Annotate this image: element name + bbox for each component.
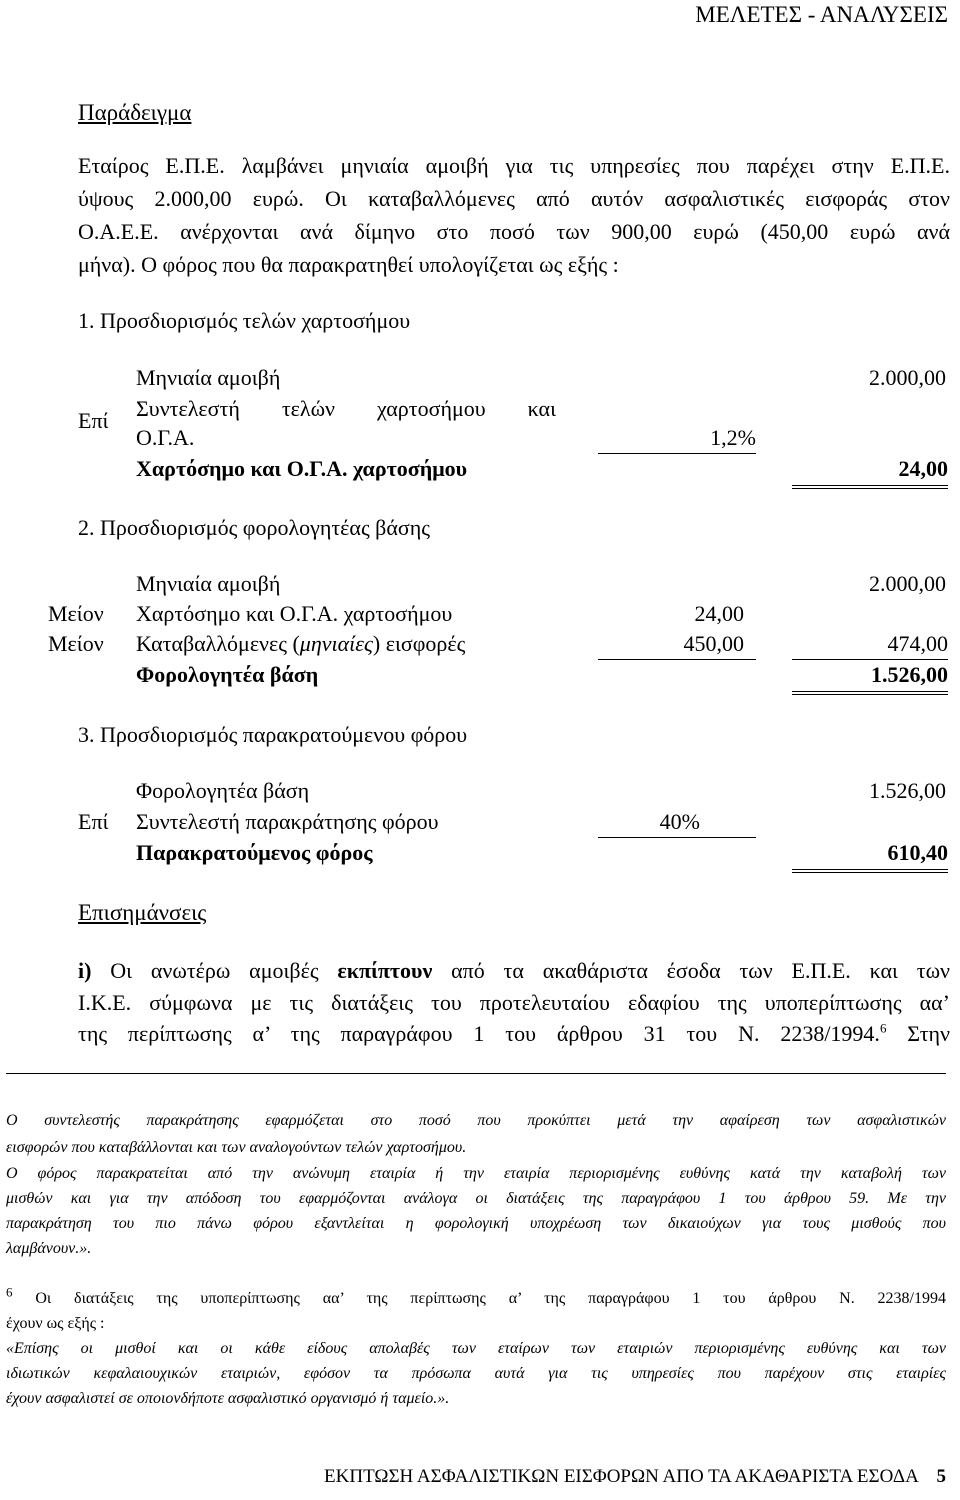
s2-row3-value: 474,00 [792, 631, 948, 660]
running-header: ΜΕΛΕΤΕΣ - ΑΝΑΛΥΣΕΙΣ [695, 2, 948, 27]
s2-row2-label: Χαρτόσημο και Ο.Γ.Α. χαρτοσήμου [136, 601, 453, 626]
s2-row2-op: Μείον [48, 601, 104, 626]
fn-cont-line-5: παρακράτηση του πιο πάνω φόρου εξαντλείται η φορολογική υποχρέωση των δικαιούχων για τους μισθούς που [6, 1215, 946, 1232]
s1-row1-value: 2.000,00 [869, 365, 946, 390]
section1-title: 1. Προσδιορισμός τελών χαρτοσήμου [78, 308, 411, 333]
intro-line-3-text: Ο.Α.Ε.Ε. ανέρχονται ανά δίμηνο στο ποσό των 900,00 ευρώ (450,00 ευρώ ανά [78, 219, 950, 244]
s1-row1-label: Μηνιαία αμοιβή [136, 365, 281, 390]
notes-line-2: Ι.Κ.Ε. σύμφωνα με τις διατάξεις του προτελευταίου εδαφίου της υποπερίπτωσης αα’ [78, 990, 950, 1015]
s2-row3-op: Μείον [48, 631, 104, 656]
notes-heading: Επισημάνσεις [78, 900, 207, 925]
s2-row3-label [136, 631, 465, 657]
s1-result-value: 24,00 [792, 456, 948, 489]
fn6-line-2: έχουν ως εξής : [6, 1315, 105, 1332]
notes-line3-sup: 6 [879, 1020, 887, 1036]
notes-line1-bold: εκπίπτουν [337, 958, 433, 983]
footnote-separator [6, 1073, 946, 1074]
s3-row2-label: Συντελεστή παρακράτησης φόρου [136, 809, 439, 834]
s3-row1-value: 1.526,00 [869, 778, 946, 803]
notes-line-3 [78, 1021, 950, 1047]
footer-title: ΕΚΠΤΩΣΗ ΑΣΦΑΛΙΣΤΙΚΩΝ ΕΙΣΦΟΡΩΝ ΑΠΟ ΤΑ ΑΚΑΘΑΡΙΣΤΑ ΕΣΟΔΑ [324, 1466, 918, 1487]
s3-row2-rate-text: 40% [659, 809, 700, 834]
s1-row2-rate: 1,2% [598, 425, 756, 454]
s2-row1-value: 2.000,00 [869, 571, 946, 596]
section1-op-label: Επί [78, 408, 109, 433]
s2-result-label: Φορολογητέα βάση [136, 662, 319, 687]
notes-line1-b: από τα ακαθάριστα έσοδα των Ε.Π.Ε. και των [432, 958, 950, 983]
fn-cont-line-3: Ο φόρος παρακρατείται από την ανώνυμη εταιρία ή την εταιρία περιορισμένης ευθύνης κατά την καταβολή των [6, 1165, 946, 1182]
fn-cont-line-1: Ο συντελεστής παρακράτησης εφαρμόζεται στο ποσό που προκύπτει μετά την αφαίρεση των ασφαλιστικών [6, 1112, 946, 1129]
s3-row1-label: Φορολογητέα βάση [136, 778, 310, 803]
s2-row3-mid [598, 631, 756, 660]
s3-result-label: Παρακρατούμενος φόρος [136, 840, 373, 865]
section3-title: 3. Προσδιορισμός παρακρατούμενου φόρου [78, 722, 468, 747]
page-number: 5 [936, 1466, 946, 1487]
s1-row2-label-a: Συντελεστή τελών χαρτοσήμου και [136, 396, 556, 421]
s2-row3-label-em: μηνιαίες [299, 631, 373, 656]
notes-line3-b: Στην [886, 1021, 951, 1046]
s1-result-label: Χαρτόσημο και Ο.Γ.Α. χαρτοσήμου [136, 456, 468, 481]
fn-cont-line-2: εισφορών που καταβάλλονται και των αναλογούντων τελών χαρτοσήμου. [6, 1139, 467, 1156]
notes-line1-a: Οι ανωτέρω αμοιβές [91, 958, 338, 983]
s2-row3-label-pre: Καταβαλλόμενες ( [136, 631, 300, 656]
intro-line-3 [78, 219, 950, 245]
s1-row2-label-b: Ο.Γ.Α. [136, 425, 195, 450]
fn6-sup: 6 [6, 1284, 13, 1300]
notes-line-1 [78, 958, 950, 984]
running-footer [324, 1466, 946, 1488]
s2-row2-mid: 24,00 [694, 601, 744, 626]
notes-line3-a: της περίπτωσης α’ της παραγράφου 1 του άρθρου 31 του Ν. 2238/1994. [78, 1021, 880, 1046]
section2-title: 2. Προσδιορισμός φορολογητέας βάσης [78, 515, 430, 540]
s2-row1-label: Μηνιαία αμοιβή [136, 571, 281, 596]
example-heading: Παράδειγμα [78, 100, 192, 125]
s3-row2-rate [598, 809, 756, 838]
s2-row3-mid-text: 450,00 [683, 631, 744, 656]
section3-op-label: Επί [78, 809, 109, 834]
fn-cont-line-6: λαμβάνουν.». [6, 1240, 92, 1257]
notes-line1-pre: i) [78, 958, 92, 983]
fn-cont-line-4: μισθών και για την απόδοση του εφαρμόζονται ανάλογα οι διατάξεις της παραγράφου 1 του άρθρου 59. Με την [6, 1190, 946, 1207]
fn6-line-3: «Επίσης οι μισθοί και οι κάθε είδους απολαβές των εταίρων των εταιριών περιορισμένης ευθύνης και των [6, 1340, 946, 1357]
fn6-line-4: ιδιωτικών κεφαλαιουχικών εταιριών, εφόσον τα πρόσωπα αυτά για τις υπηρεσίες που παρέχουν στις εταιρίες [6, 1365, 946, 1382]
s2-result-value: 1.526,00 [792, 662, 948, 695]
intro-line-1: Εταίρος Ε.Π.Ε. λαμβάνει μηνιαία αμοιβή για τις υπηρεσίες που παρέχει στην Ε.Π.Ε. [78, 153, 950, 178]
fn6-line-1 [6, 1284, 946, 1308]
fn6-line1-text: Οι διατάξεις της υποπερίπτωσης αα’ της περίπτωσης α’ της παραγράφου 1 του άρθρου Ν. 2238/1994 [12, 1290, 946, 1307]
intro-line-4: μήνα). Ο φόρος που θα παρακρατηθεί υπολογίζεται ως εξής : [78, 252, 619, 277]
fn6-line-5: έχουν ασφαλιστεί σε οποιονδήποτε ασφαλιστικό οργανισμό ή ταμείο.». [6, 1390, 450, 1407]
s2-row3-label-post: ) εισφορές [372, 631, 466, 656]
intro-line-2: ύψους 2.000,00 ευρώ. Οι καταβαλλόμενες από αυτόν ασφαλιστικές εισφοράς στον [78, 186, 950, 211]
s3-result-value: 610,40 [792, 840, 948, 873]
